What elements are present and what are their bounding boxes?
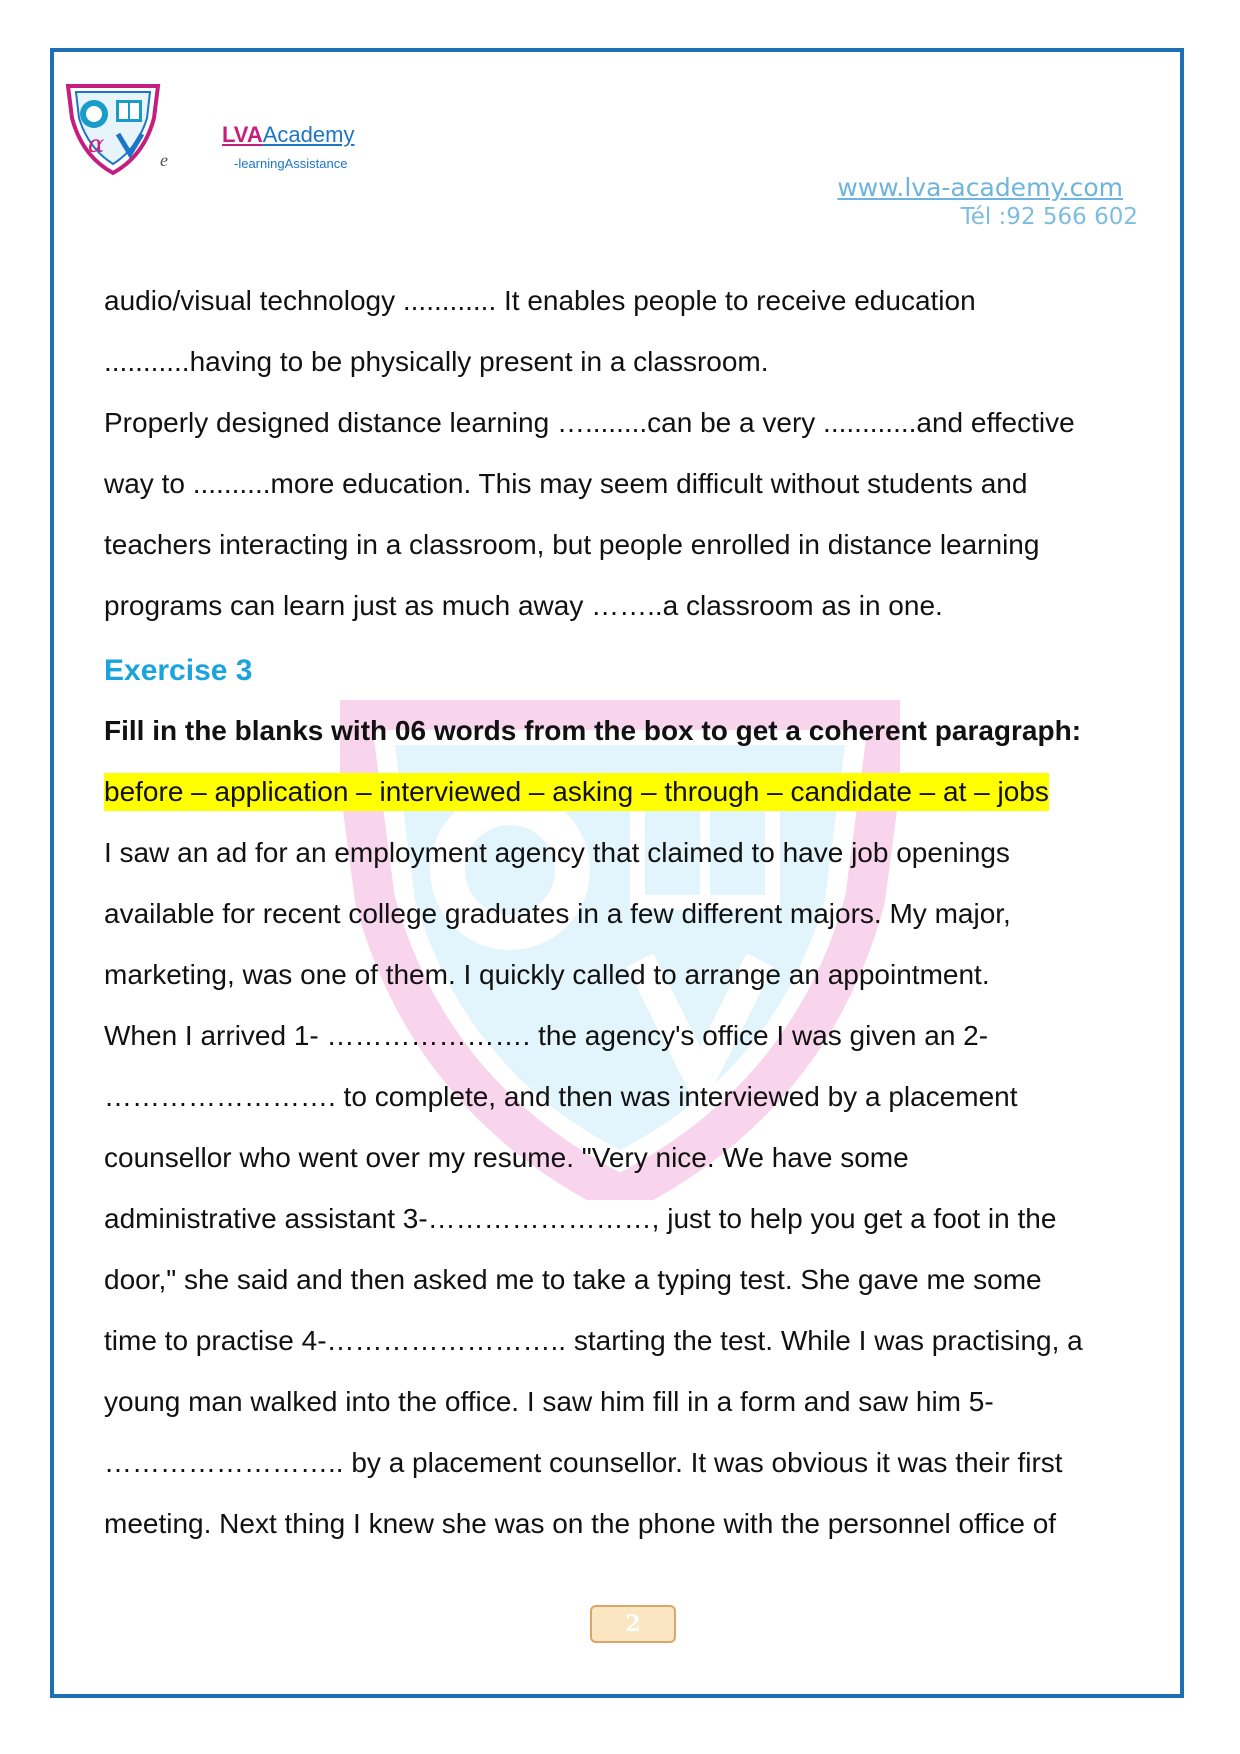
paragraph-line: When I arrived 1- …………………. the agency's office I was given an 2- bbox=[104, 1020, 989, 1051]
paragraph-line: ……………………. to complete, and then was interviewed by a placement bbox=[104, 1081, 1018, 1112]
paragraph-line: I saw an ad for an employment agency that claimed to have job openings bbox=[104, 837, 1010, 868]
brand-tagline: -learningAssistance bbox=[234, 156, 348, 171]
page-number: 2 bbox=[590, 1605, 676, 1643]
logo-e-mark: e bbox=[160, 150, 168, 170]
paragraph-line: time to practise 4-…………………….. starting the test. While I was practising, a bbox=[104, 1325, 1083, 1356]
exercise-instruction: Fill in the blanks with 06 words from the box to get a coherent paragraph: bbox=[104, 715, 1082, 746]
academy-logo-icon bbox=[58, 78, 168, 178]
paragraph-line: meeting. Next thing I knew she was on the phone with the personnel office of bbox=[104, 1508, 1057, 1539]
brand-name bbox=[222, 122, 354, 148]
paragraph-line: counsellor who went over my resume. "Very nice. We have some bbox=[104, 1142, 909, 1173]
svg-text:α: α bbox=[88, 130, 105, 158]
text-line: ...........having to be physically present in a classroom. bbox=[104, 346, 769, 377]
text-line: audio/visual technology ............ It enables people to receive education bbox=[104, 285, 976, 316]
brand-academy: Academy bbox=[262, 122, 355, 147]
phone-number: Tél :92 566 602 bbox=[960, 204, 1138, 230]
text-line: Properly designed distance learning …........can be a very ............and effective bbox=[104, 407, 1075, 438]
text-line: programs can learn just as much away ……..a classroom as in one. bbox=[104, 590, 943, 621]
paragraph-line: available for recent college graduates in a few different majors. My major, bbox=[104, 898, 1011, 929]
paragraph-line: young man walked into the office. I saw him fill in a form and saw him 5- bbox=[104, 1386, 994, 1417]
document-body bbox=[104, 278, 1164, 1562]
word-box-line bbox=[104, 769, 1164, 830]
brand-lva: LVA bbox=[222, 122, 263, 147]
text-line: teachers interacting in a classroom, but people enrolled in distance learning bbox=[104, 529, 1040, 560]
paragraph-line: door," she said and then asked me to take a typing test. She gave me some bbox=[104, 1264, 1042, 1295]
website-link[interactable]: www.lva-academy.com bbox=[837, 173, 1123, 202]
word-box: before – application – interviewed – asking – through – candidate – at – jobs bbox=[104, 773, 1049, 811]
paragraph-line: …………………….. by a placement counsellor. It was obvious it was their first bbox=[104, 1447, 1063, 1478]
paragraph-line: marketing, was one of them. I quickly called to arrange an appointment. bbox=[104, 959, 990, 990]
exercise-heading: Exercise 3 bbox=[104, 654, 253, 687]
text-line: way to ..........more education. This may seem difficult without students and bbox=[104, 468, 1028, 499]
paragraph-line: administrative assistant 3-……………………, just to help you get a foot in the bbox=[104, 1203, 1057, 1234]
